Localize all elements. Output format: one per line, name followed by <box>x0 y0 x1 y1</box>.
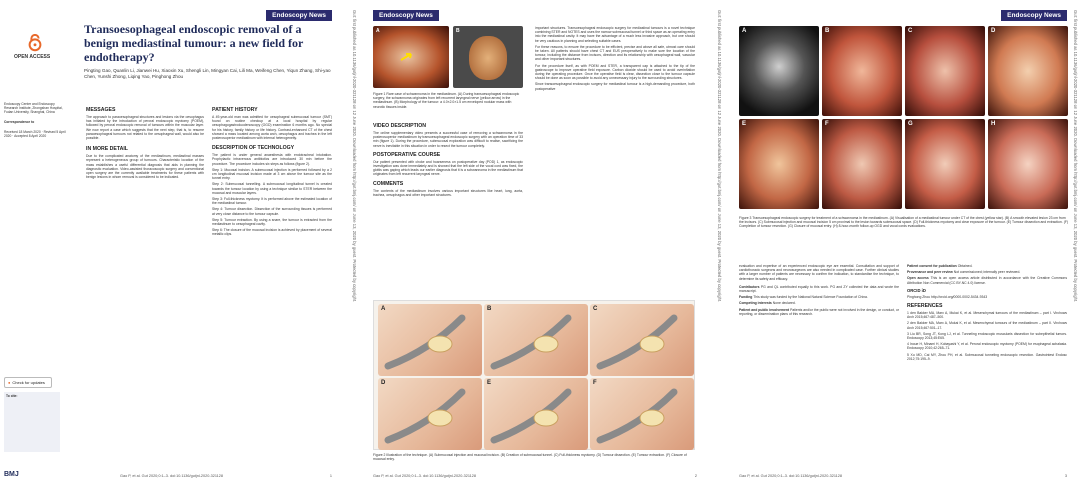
page-1 <box>0 0 340 484</box>
page2-column-left <box>373 120 523 199</box>
bmj-logo: BMJ <box>4 471 19 478</box>
figure3-panel <box>905 26 985 116</box>
figure2-panel <box>378 304 482 376</box>
figure2-panel <box>484 304 588 376</box>
page-number: 2 <box>694 474 697 478</box>
figure-letter: E <box>487 380 492 386</box>
yellow-arrow-icon <box>399 52 415 62</box>
page-number: 3 <box>1064 474 1067 478</box>
page-footer: Gao P, et al. Gut 2020;0:1–3. doi:10.1136/gutjnl-2020-321128 <box>120 474 224 478</box>
funding-label: Funding <box>739 295 753 300</box>
figure-letter: F <box>593 380 597 386</box>
figure-letter: A <box>376 28 380 34</box>
cite-box <box>4 392 60 452</box>
endoscope-illustration-icon <box>484 378 588 450</box>
competing-text: None declared. <box>772 301 796 306</box>
figure1-caption: Figure 1 Rare case of schwannoma in the mediastinum. (A) During transoesophageal endoscopic surgery, the schwannoma originates from left recurrent laryngeal nerve (yellow arrow) in the mediastinum. (B) Morphology of the tumour: a 4.0×2.0×1.5 cm enveloped nodular mass with neurotic tissues inside. <box>373 92 520 109</box>
figure2-panel <box>590 304 694 376</box>
endoscope-illustration-icon <box>484 304 588 376</box>
figure3-panel <box>988 26 1068 116</box>
figure-letter: D <box>381 380 386 386</box>
funding-note <box>739 295 899 299</box>
journal-section-tab: Endoscopy News <box>373 10 439 21</box>
competing-label: Competing interests <box>739 301 772 306</box>
technology-text: The patient is under general anaesthesia with endotracheal intubation. Prophylactic intravenous antibiotics are introduced 30 min before the procedure. The procedure includes six steps as follows (figure 2). <box>212 153 332 166</box>
provenance-label: Provenance and peer review <box>907 270 953 275</box>
figure3-panel <box>905 119 985 209</box>
figure1-specimen-photo <box>453 26 523 88</box>
right-text: important structures. Transoesophageal endoscopic surgery for mediastinal tumours is a novel technique combining STER and NOTES and uses the narrow submucosal tunnel or third space as an operating entry into the mediastinal cavity. It may have the advantage of a much less invasive approach, but one should be very cautious in planning and selecting suitable cases. <box>535 26 695 43</box>
public-involvement-note <box>739 308 899 316</box>
step-item: Step 3: Full-thickness myotomy. It is performed above the estimated location of the mediastinal tumour. <box>212 197 332 206</box>
endoscope-illustration-icon <box>590 304 694 376</box>
reference-item: 4 Inoue H, Minami H, Kobayashi Y, et al. Peroral endoscopic myotomy (POEM) for esophageal achalasia. Endoscopy 2010;42:265–71. <box>907 342 1067 351</box>
page3-column-right <box>907 264 1067 363</box>
figure-letter: C <box>908 28 913 34</box>
figure3-panel <box>988 119 1068 209</box>
article-dates: Received 18 March 2020 · Revised 5 April 2020 · Accepted 8 April 2020 <box>4 130 66 139</box>
figure-letter: H <box>991 121 996 127</box>
competing-note <box>739 301 899 305</box>
reference-item: 1 den Bakker MA, Marx A, Mukai K, et al. Mesenchymal tumours of the mediastinum – part I. Virchows Arch 2015;467:487–500. <box>907 311 1067 320</box>
correspondence-label: Correspondence to <box>4 120 35 125</box>
right-text: For these reasons, to ensure the procedure to be efficient, precise and above all safe, utmost care should be taken. All patients should have chest CT and EUS preoperatively to make sure the location of the tumour, including the distance from incisors, direction and its relationship with oesophageal wall, vascular and other important structures. <box>535 44 695 62</box>
conclusion-text: evaluation and expertise of an experienced endoscopic eye are essential. Consultation and support of cardiothoracic surgeons and neurosurgeons are also needed in complicated case. Further clinical studies with a larger number of patients are necessary to confirm the indication, to standardise the technique, to determine its safety and efficacy. <box>739 264 899 281</box>
affiliation: Endoscopy Center and Endoscopy Research Institute, Zhongshan Hospital, Fudan University, Shanghai, China <box>4 102 63 115</box>
contributors-label: Contributors <box>739 284 760 289</box>
provenance-note <box>907 270 1067 274</box>
messages-text: The approach to paraoesophageal structures and lesions via the oesophagus has initiated by the introduction of peroral endoscopic myotomy (POEM), followed by peroral endoscopic removal of tumours within the muscular layer. We now report a case which suggests that the next step, that is, to resume paraoesophageal tumours not related to the oesophageal wall, would also be possible. <box>86 115 204 141</box>
page-3 <box>735 0 1075 484</box>
figure-letter: D <box>991 28 996 34</box>
step-item: Step 6: The closure of the mucosal incision is achieved by placement of several metallic clips. <box>212 228 332 237</box>
figure3-panel <box>822 119 902 209</box>
endoscope-illustration-icon <box>378 304 482 376</box>
page2-column-right <box>535 26 695 93</box>
check-updates-button[interactable] <box>4 377 52 388</box>
messages-heading: MESSAGES <box>86 107 116 113</box>
video-text: The online supplementary video presents a successful case of removing a schwannoma in the posterosuperior mediastinum by transoesophageal endoscopic surgery with an operation time of 33 min (figure 1). During the procedure, submucosal exploration was difficult to realise, sacrificing the nerve is inevitable in this situation in order to resect the tumour completely. <box>373 131 523 148</box>
download-strip: Gut: first published as 10.1136/gutjnl-2020-321128 on 12 June 2020. Downloaded from http://gut.bmj.com/ on June 13, 2020 by guest. Protected by copyright. <box>1073 10 1078 303</box>
page3-column-left <box>739 264 899 318</box>
article-title: Transoesophageal endoscopic removal of a benign mediastinal tumour: a new field for endotherapy? <box>84 22 304 64</box>
consent-value: Obtained. <box>957 264 973 268</box>
figure-letter: A <box>381 306 386 312</box>
figure1-endoscopic-photo <box>373 26 449 88</box>
journal-section-tab: Endoscopy News <box>1001 10 1067 21</box>
figure2-illustration <box>373 300 695 450</box>
right-text: Since transoesophageal endoscopic surgery for mediastinal tumour is a high-demanding procedure, both postoperative <box>535 82 695 91</box>
postoperative-heading: POSTOPERATIVE COURSE <box>373 151 441 158</box>
in-more-detail-text: Due to the complicated anatomy of the mediastinum, mediastinal masses represent a heterogeneous group of tumours. Characteristic location of the mass establishes a useful differential diagnosis that aids in planning the diagnostic evaluation. Video-assisted thoracoscopic surgery and conventional open surgery are the currently available treatments for these patients with benign lesions in whom removal is considered to be indicated. <box>86 154 204 180</box>
figure-letter: B <box>487 306 492 312</box>
open-access-label: OPEN ACCESS <box>14 54 51 60</box>
public-involvement-label: Patient and public involvement <box>739 307 790 312</box>
check-updates-icon: ● <box>8 380 11 385</box>
step-item: Step 5: Tumour extraction. By using a snare, the tumour is extracted from the mediastinum to oesophageal cavity. <box>212 217 332 227</box>
step-item: Step 4: Tumour dissection. Dissection of the surrounding tissues is performed at very close distance to the tumour capsule. <box>212 207 332 216</box>
figure-letter: E <box>742 121 747 127</box>
page1-column-left <box>86 104 204 181</box>
reference-item: 5 Xu MD, Cai MY, Zhou PH, et al. Submucosal tunneling endoscopic resection. Gastrointest Endosc 2012;75:195–9. <box>907 352 1067 361</box>
page-footer: Gao P, et al. Gut 2020;0:1–3. doi:10.1136/gutjnl-2020-321128 <box>373 474 477 478</box>
journal-section-tab: Endoscopy News <box>266 10 332 21</box>
orcid-heading: ORCID iD <box>907 287 926 293</box>
funding-text: This study was funded by the National Natural Science Foundation of China. <box>753 295 868 300</box>
technology-heading: DESCRIPTION OF TECHNOLOGY <box>212 145 295 152</box>
figure2-panel <box>378 378 482 450</box>
in-more-detail-heading: IN MORE DETAIL <box>86 146 128 153</box>
patient-history-text: A 49-year-old man was admitted for oesophageal submucosal tumour (SMT) found on routine checkup at a local hospital by regular oesophagogastroduodenoscopy (OGD) examination 6 months ago. No special for his history, family history or life history. Contrast-enhanced CT of the chest showed a mass located among aorta arch, oesophagus and trachea in the left posterosuperior mediastinum with internal heterogeneity. <box>212 115 332 141</box>
figure3-photo-grid <box>739 26 1069 212</box>
download-strip: Gut: first published as 10.1136/gutjnl-2020-321128 on 12 June 2020. Downloaded from http://gut.bmj.com/ on June 13, 2020 by guest. Protected by copyright. <box>352 10 357 303</box>
public-involvement-text: Patients and/or the public were not involved in the design, or conduct, or reporting, or dissemination plans of this research. <box>739 307 899 316</box>
references-heading: REFERENCES <box>907 303 943 310</box>
step-item: Step 2: Submucosal tunnelling. A submucosal longitudinal tunnel is created towards the tumour location by using a technique similar to STER between the mucosal and muscular layers. <box>212 182 332 195</box>
comments-heading: COMMENTS <box>373 180 404 187</box>
tumour-specimen <box>469 36 507 80</box>
figure3-panel <box>739 26 819 116</box>
contributors-text: PG and QL contributed equally to this work. PG and ZY collected the data and wrote the manuscript. <box>739 284 900 294</box>
figure-letter: A <box>742 28 747 34</box>
figure-letter: B <box>825 28 830 34</box>
reference-item: 2 den Bakker MA, Marx A, Mukai K, et al. Mesenchymal tumours of the mediastinum – part II. Virchows Arch 2015;467:501–17. <box>907 321 1067 330</box>
figure3-panel <box>739 119 819 209</box>
page-footer: Gao P, et al. Gut 2020;0:1–3. doi:10.1136/gutjnl-2020-321128 <box>739 474 843 478</box>
figure-letter: B <box>456 28 460 34</box>
open-access-note-label: Open access <box>907 276 929 281</box>
comments-text: The contents of the mediastinum involves various important structures like heart, lung, aorta, trachea, oesophagus and other important structures. <box>373 188 523 197</box>
figure2-panel <box>590 378 694 450</box>
article-header <box>84 22 334 80</box>
figure-letter: C <box>593 306 598 312</box>
figure3-panel <box>822 26 902 116</box>
right-text: For the procedure itself, as with POEM and STER, a transparent cap is attached to the tip of the gastroscope to improve operative field exposure. Carbon dioxide should be used to avoid overinflation during the operating procedure. Once the operative field is clear, dissection close to the tumour capsule should be done as soon as possible to avoid any unnecessary injury to the surrounding structures. <box>535 63 695 81</box>
figure2-caption: Figure 2 Illustration of the technique. (A) Submucosal injection and mucosal incision. (B) Creation of submucosal tunnel. (C) Full-thickness myotomy. (D) Tumour dissection. (E) Tumour extraction. (F) Closure of mucosal entry. <box>373 453 687 462</box>
download-strip: Gut: first published as 10.1136/gutjnl-2020-321128 on 12 June 2020. Downloaded from http://gut.bmj.com/ on June 13, 2020 by guest. Protected by copyright. <box>717 10 722 303</box>
open-access-icon <box>26 34 44 52</box>
article-authors: Pingting Gao, Quanlin Li, Jianwei Hu, Xiaoxin Xu, Shengli Lin, Mingyan Cai, Lili Ma, Weifeng Chen, Yiqun Zhang, Shi-yao Chen, Yunshi Zhong, Liqing Yao, Pinghong Zhou <box>84 68 331 79</box>
step-item: Step 1: Mucosal incision. A submucosal injection is performed followed by a 2 cm longitudinal mucosal incision made at 3 cm above the tumour site as the tunnel entry. <box>212 167 332 181</box>
page-2 <box>365 0 705 484</box>
cite-label: To cite: <box>6 394 18 398</box>
figure-letter: G <box>908 121 913 127</box>
postoperative-text: Our patient presented with choke and hoarseness on postoperative day (POD) 1, as endoscopic investigation was done immediately and is showed that the left side of the vocal cord was fixed, the glottis was gaping which leads our earlier diagnosis that it is a schwannoma in the mediastinum that originates from left recurrent laryngeal nerve. <box>373 159 523 177</box>
orcid-link[interactable]: Pinghong Zhou http://orcid.org/0000-0002-5434-9343 <box>907 294 988 299</box>
figure2-panel <box>484 378 588 450</box>
endoscope-illustration-icon <box>378 378 482 450</box>
page1-column-right <box>212 104 332 239</box>
open-access-note <box>907 276 1067 284</box>
reference-item: 3 Liu BR, Song JT, Kong LJ, et al. Tunneling endoscopic muscularis dissection for subepithelial tumors. Endoscopy 2013;45:E65. <box>907 331 1067 341</box>
consent-note <box>907 264 1067 268</box>
patient-history-heading: PATIENT HISTORY <box>212 107 258 113</box>
sidebar-metadata <box>4 102 68 139</box>
check-updates-label: Check for updates <box>12 380 45 385</box>
provenance-value: Not commissioned; internally peer reviewed. <box>953 270 1021 275</box>
page-number: 1 <box>329 474 332 478</box>
open-access-note-value: This is an open access article distributed in accordance with the Creative Commons Attribution Non Commercial (CC BY-NC 4.0) license. <box>907 276 1068 285</box>
figure-letter: F <box>825 121 829 127</box>
consent-label: Patient consent for publication <box>907 264 957 268</box>
figure3-caption: Figure 3 Transoesophageal endoscopic surgery for treatment of a schwannoma in the mediastinum. (A) Visualisation of a mediastinal tumour under CT of the chest (yellow star). (B) A smooth elevated lesion 23 cm from the incisors. (C) Submucosal injection and mucosal incision 5 cm proximal to the lesion towards submucosal space. (D) Full-thickness myotomy and clear exposure of the tumour. (E) Tumour dissection and extraction. (F) Completion of tumour resection. (G) Closure of mucosal entry. (H) 8-hour-month follow-up OGD and vocal cords evaluations. <box>739 216 1069 229</box>
endoscope-illustration-icon <box>590 378 694 450</box>
video-heading: VIDEO DESCRIPTION <box>373 123 427 129</box>
contributors-note <box>739 285 899 293</box>
